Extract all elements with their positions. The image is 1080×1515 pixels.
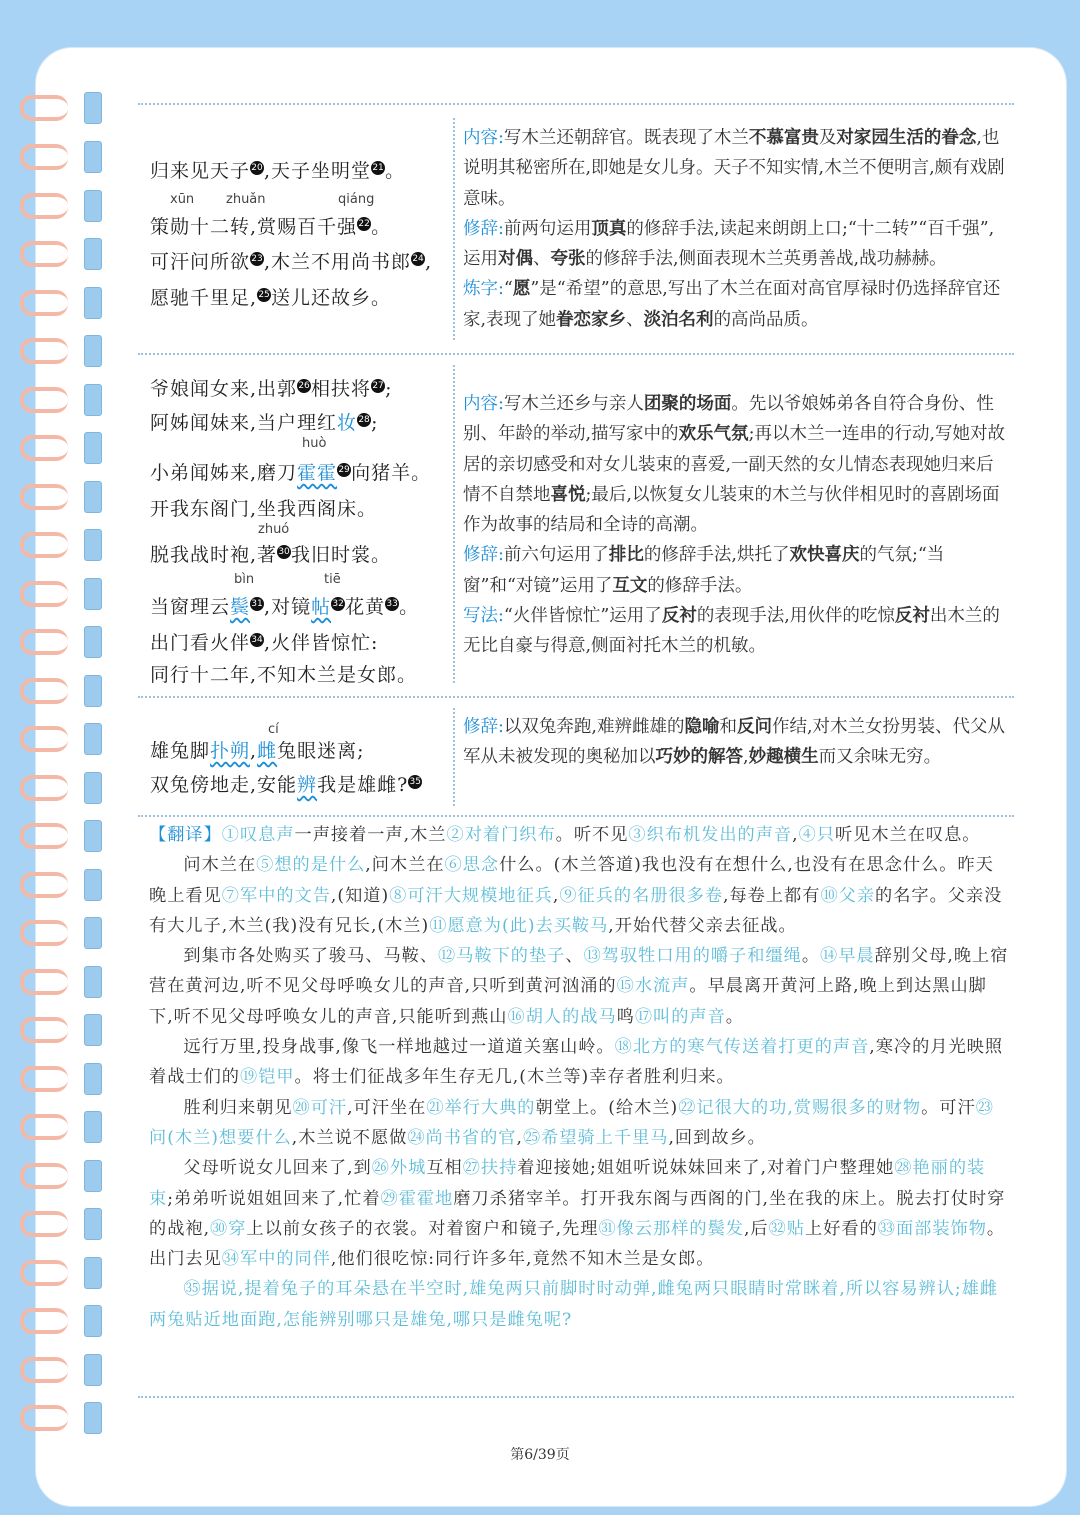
translation-paragraph: 问木兰在⑤想的是什么,问木兰在⑥思念什么。(木兰答道)我也没有在想什么,也没有在思念什么。昨天晚上看见⑦军中的文告,(知道)⑧可汗大规模地征兵,⑨征兵的名册很多卷,每卷上都有⑩父亲的名字。父亲没有大儿子,木兰(我)没有兄长,(木兰)⑪愿意为(此)去买鞍马,开始代替父亲去征战。: [149, 855, 1003, 936]
binding-ring: [20, 432, 104, 466]
binding-ring: [20, 1305, 104, 1339]
binding-ring: [20, 335, 104, 369]
divider: [138, 103, 1014, 105]
translation-paragraph: 胜利归来朝见⑳可汗,可汗坐在㉑举行大典的朝堂上。(给木兰)㉒记很大的功,赏赐很多的财物。可汗㉓问(木兰)想要什么,木兰说不愿做㉔尚书省的官,㉕希望骑上千里马,回到故乡。: [149, 1097, 994, 1148]
translation-block: [149, 820, 1009, 1335]
binding-ring: [20, 190, 104, 224]
poem-line: 当窗理云鬓31,对镜帖32花黄33。: [150, 596, 420, 618]
pinyin-line: cí: [268, 722, 279, 737]
binding-ring: [20, 1063, 104, 1097]
poem-section-3: [150, 722, 422, 804]
divider: [138, 696, 1014, 698]
translation-paragraph: 【翻译】①叹息声一声接着一声,木兰②对着门织布。听不见③织布机发出的声音,④只听见木兰在叹息。: [149, 825, 981, 845]
note-text: “火伴皆惊忙”运用了反衬的表现手法,用伙伴的吃惊反衬出木兰的无比自豪与得意,侧面衬托木兰的机敏。: [463, 606, 1000, 657]
column-divider: [453, 365, 455, 683]
note-text: 写木兰还乡与亲人团聚的场面。先以爷娘姊弟各自符合身份、性别、年龄的举动,描写家中的欢乐气氛;再以木兰一连串的行动,写她对故居的亲切感受和对女儿装束的喜爱,一副天然的女儿情态表现她归来后情不自禁地喜悦;最后,以恢复女儿装束的木兰与伙伴相见时的喜剧场面作为故事的结局和全诗的高潮。: [463, 394, 1006, 536]
analysis-notes-3: [463, 712, 1008, 773]
note-paragraph: [463, 123, 1008, 214]
note-text: 写木兰还朝辞官。既表现了木兰不慕富贵及对家园生活的眷念,也说明其秘密所在,即她是女儿身。天子不知实情,木兰不便明言,颇有戏剧意味。: [463, 128, 1005, 209]
binding-ring: [20, 869, 104, 903]
poem-section-2: [150, 374, 431, 692]
divider: [138, 353, 1014, 355]
binding-ring: [20, 675, 104, 709]
binding-ring: [20, 626, 104, 660]
translation-paragraph: 父母听说女儿回来了,到㉖外城互相㉗扶持着迎接她;姐姐听说妹妹回来了,对着门户整理她㉘艳丽的装束;弟弟听说姐姐回来了,忙着㉙霍霍地磨刀杀猪宰羊。打开我东阁与西阁的门,坐在我的床上。脱去打仗时穿的战袍,㉚穿上以前女孩子的衣裳。对着窗户和镜子,先理㉛像云那样的鬓发,后㉜贴上好看的㉝面部装饰物。出门去见㉞军中的同伴,他们很吃惊:同行许多年,竟然不知木兰是女郎。: [149, 1158, 1006, 1270]
analysis-notes-2: [463, 389, 1008, 662]
poem-line: 雄兔脚扑朔,雌兔眼迷离;: [150, 740, 365, 762]
translation-paragraph: 到集市各处购买了骏马、马鞍、⑫马鞍下的垫子、⑬驾驭牲口用的嚼子和缰绳。⑭早晨辞别父母,晚上宿营在黄河边,听不见父母呼唤女儿的声音,只听到黄河汹涌的⑮水流声。早晨离开黄河上路,晚上到达黑山脚下,听不见父母呼唤女儿的声音,只能听到燕山⑯胡人的战马鸣⑰叫的声音。: [149, 946, 1009, 1027]
note-label: 炼字:: [463, 279, 504, 300]
binding-ring: [20, 1014, 104, 1048]
pinyin-line: xūn zhuǎn qiáng: [170, 192, 375, 207]
pinyin-line: huò: [302, 436, 327, 451]
note-text: 以双兔奔跑,难辨雌雄的隐喻和反问作结,对木兰女扮男装、代父从军从未被发现的奥秘加以巧妙的解答,妙趣横生而又余味无穷。: [463, 717, 1006, 768]
binding-ring: [20, 529, 104, 563]
poem-line: 阿姊闻妹来,当户理红妆28;: [150, 412, 379, 434]
binding-ring: [20, 578, 104, 612]
note-label: 修辞:: [463, 218, 504, 239]
note-paragraph: [463, 389, 1008, 540]
note-label: 内容:: [463, 128, 504, 148]
binding-ring: [20, 92, 104, 126]
divider: [138, 815, 1014, 817]
poem-line: 出门看火伴34,火伴皆惊忙:: [150, 632, 379, 654]
binding-ring: [20, 238, 104, 272]
note-paragraph: [463, 274, 1008, 335]
column-divider: [453, 118, 455, 340]
binding-ring: [20, 917, 104, 951]
binding-ring: [20, 1257, 104, 1291]
binding-ring: [20, 141, 104, 175]
binding-ring: [20, 287, 104, 321]
binding-ring: [20, 1111, 104, 1145]
binding-ring: [20, 966, 104, 1000]
binding-ring: [20, 1208, 104, 1242]
poem-line: 同行十二年,不知木兰是女郎。: [150, 664, 418, 686]
divider: [138, 1396, 1014, 1398]
poem-line: 小弟闻姊来,磨刀霍霍29向猪羊。: [150, 462, 432, 484]
analysis-notes-1: [463, 123, 1008, 335]
note-label: 写法:: [463, 606, 504, 627]
page-number: 第6/39页: [510, 1447, 570, 1463]
pinyin-line: bìn tiē: [234, 572, 341, 587]
note-label: 修辞:: [463, 545, 504, 566]
note-paragraph: [463, 214, 1008, 275]
note-paragraph: [463, 540, 1008, 601]
note-text: “愿”是“希望”的意思,写出了木兰在面对高官厚禄时仍选择辞官还家,表现了她眷恋家乡、淡泊名利的高尚品质。: [463, 279, 1001, 330]
poem-line: 爷娘闻女来,出郭26相扶将27;: [150, 378, 393, 400]
binding-ring: [20, 384, 104, 418]
poem-line: 愿驰千里足,25送儿还故乡。: [150, 287, 392, 309]
poem-line: 开我东阁门,坐我西阁床。: [150, 498, 378, 520]
note-label: 修辞:: [463, 717, 504, 737]
translation-paragraph: ㉟据说,提着兔子的耳朵悬在半空时,雄兔两只前脚时时动弹,雌兔两只眼睛时常眯着,所以容易辨认;雄雌两兔贴近地面跑,怎能辨别哪只是雄兔,哪只是雌兔呢?: [149, 1279, 999, 1330]
binding-ring: [20, 820, 104, 854]
poem-line: 策勋十二转,赏赐百千强22。: [150, 216, 392, 238]
binding-ring: [20, 1160, 104, 1194]
binding-ring: [20, 1402, 104, 1436]
translation-label: 【翻译】: [149, 825, 222, 845]
column-divider: [453, 708, 455, 806]
note-paragraph: [463, 712, 1008, 773]
pinyin-line: zhuó: [258, 522, 290, 537]
note-text: 前两句运用顶真的修辞手法,读起来朗朗上口;“十二转”“百千强”,运用对偶、夸张的修辞手法,侧面表现木兰英勇善战,战功赫赫。: [463, 218, 995, 270]
poem-line: 归来见天子20,天子坐明堂21。: [150, 160, 406, 182]
translation-paragraph: 远行万里,投身战事,像飞一样地越过一道道关塞山岭。⑱北方的寒气传送着打更的声音,寒冷的月光映照着战士们的⑲铠甲。将士们征战多年生存无几,(木兰等)幸存者胜利归来。: [149, 1037, 1004, 1088]
binding-ring: [20, 1354, 104, 1388]
poem-line: 脱我战时袍,著30我旧时裳。: [150, 544, 392, 566]
note-text: 前六句运用了排比的修辞手法,烘托了欢快喜庆的气氛;“当窗”和“对镜”运用了互文的修辞手法。: [463, 545, 945, 596]
poem-line: 双兔傍地走,安能辨我是雄雌?35: [150, 774, 421, 796]
binding-ring: [20, 481, 104, 515]
poem-section-1: [150, 156, 432, 319]
binding-ring: [20, 772, 104, 806]
note-label: 内容:: [463, 394, 504, 414]
binding-ring: [20, 723, 104, 757]
note-paragraph: [463, 601, 1008, 662]
poem-line: 可汗问所欲23,木兰不用尚书郎24,: [150, 251, 433, 273]
